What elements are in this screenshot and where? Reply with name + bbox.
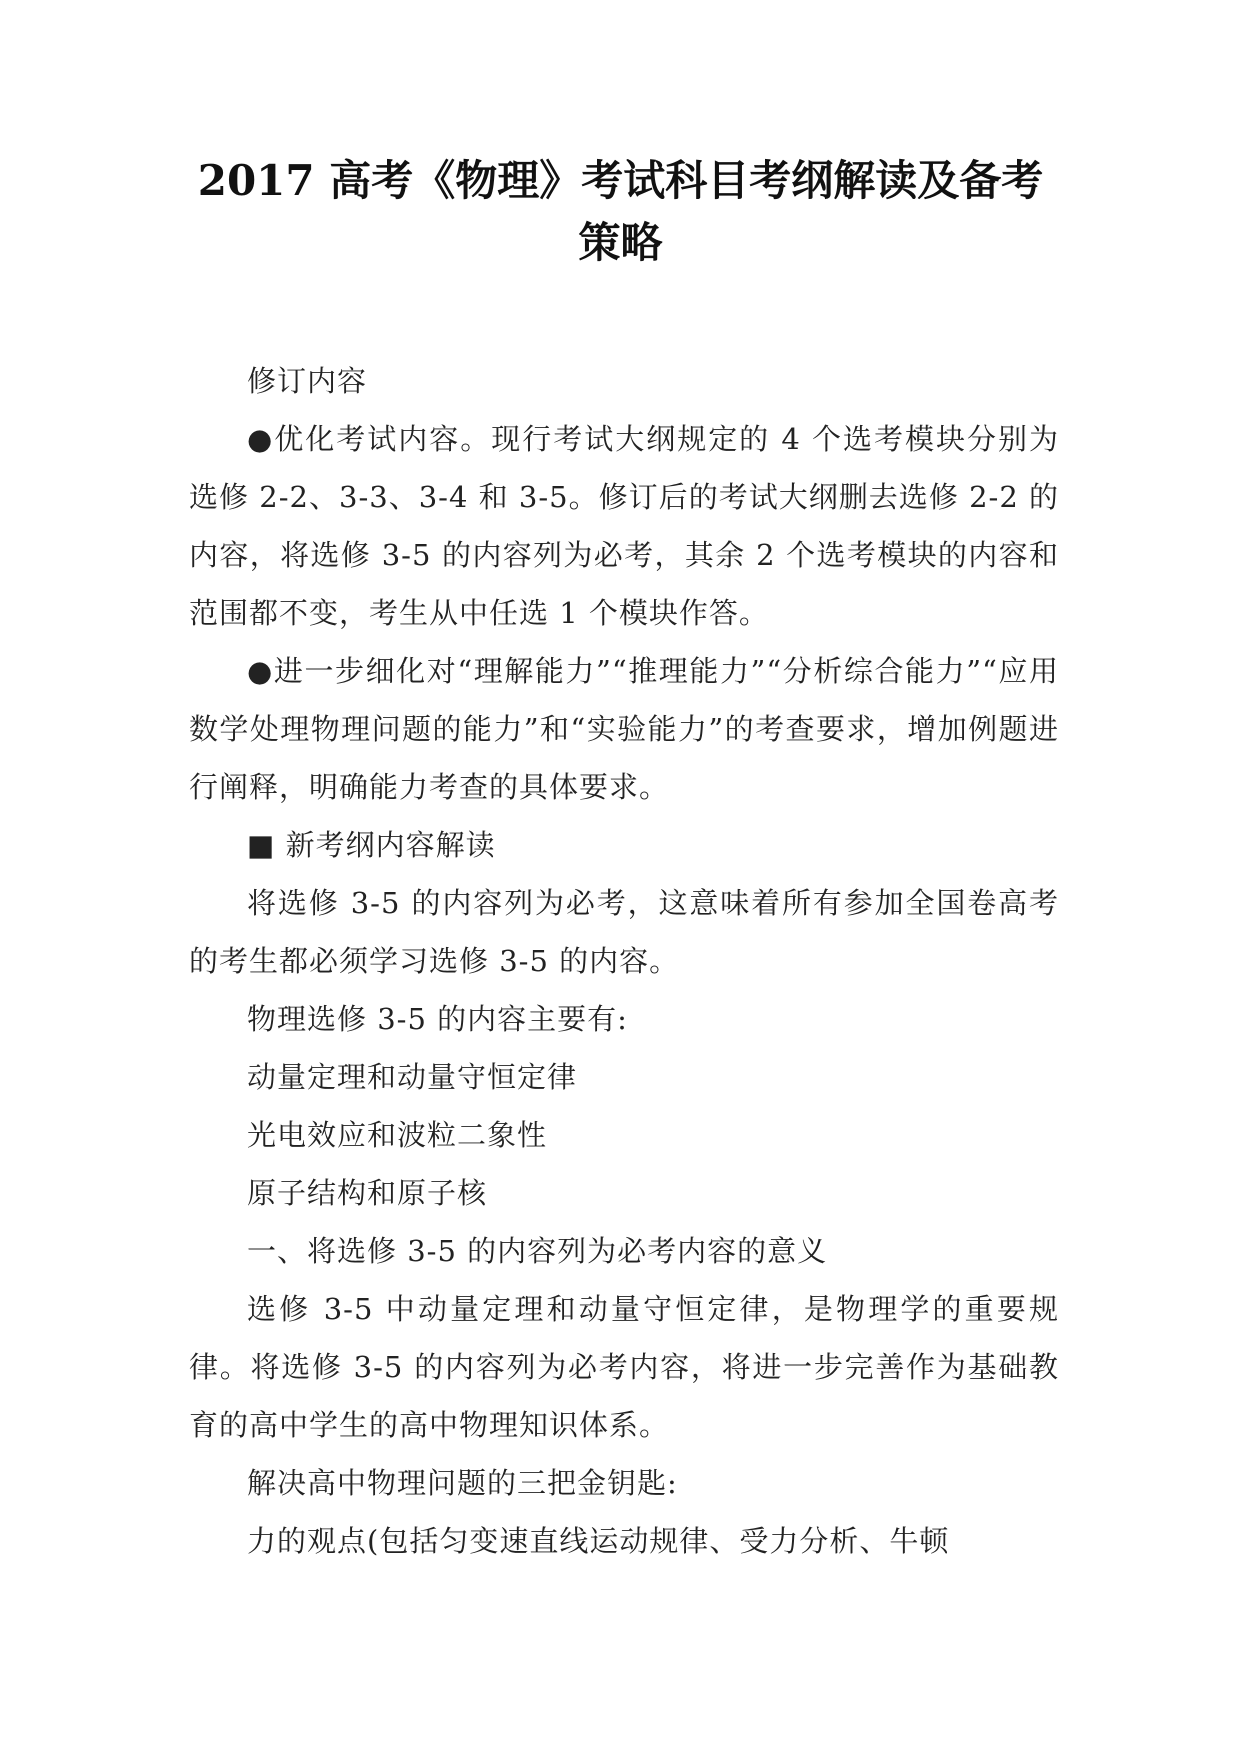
- paragraph-significance: 选修 3-5 中动量定理和动量守恒定律，是物理学的重要规律。将选修 3-5 的内容列为必考内容，将进一步完善作为基础教育的高中学生的高中物理知识体系。: [189, 1292, 1059, 1442]
- list-item-photoelectric: 光电效应和波粒二象性: [247, 1118, 548, 1152]
- title-line-1: 2017 高考《物理》考试科目考纲解读及备考: [197, 156, 1044, 205]
- section-heading-significance: 一、将选修 3-5 的内容列为必考内容的意义: [247, 1234, 828, 1268]
- document-body: [189, 352, 1059, 1570]
- document-title: [150, 150, 1091, 274]
- paragraph-required-module: 将选修 3-5 的内容列为必考，这意味着所有参加全国卷高考的考生都必须学习选修 3-5 的内容。: [189, 886, 1059, 978]
- paragraph-ability-requirements: ●进一步细化对“理解能力”“推理能力”“分析综合能力”“应用数学处理物理问题的能力”和“实验能力”的考查要求，增加例题进行阐释，明确能力考查的具体要求。: [189, 654, 1059, 804]
- paragraph-module-contents-intro: 物理选修 3-5 的内容主要有:: [247, 1002, 628, 1036]
- paragraph-optimize-content: ●优化考试内容。现行考试大纲规定的 4 个选考模块分别为选修 2-2、3-3、3-4 和 3-5。修订后的考试大纲删去选修 2-2 的内容，将选修 3-5 的内容列为必考，其余 2 个选考模块的内容和范围都不变，考生从中任选 1 个模块作答。: [189, 422, 1059, 630]
- title-line-2: 策略: [578, 218, 663, 267]
- paragraph-revision-heading: 修订内容: [247, 364, 368, 398]
- paragraph-force-viewpoint: 力的观点(包括匀变速直线运动规律、受力分析、牛顿: [247, 1524, 950, 1558]
- paragraph-three-keys-intro: 解决高中物理问题的三把金钥匙:: [247, 1466, 678, 1500]
- list-item-momentum: 动量定理和动量守恒定律: [247, 1060, 578, 1094]
- paragraph-new-syllabus-heading: ■ 新考纲内容解读: [247, 828, 496, 862]
- list-item-atomic-structure: 原子结构和原子核: [247, 1176, 488, 1210]
